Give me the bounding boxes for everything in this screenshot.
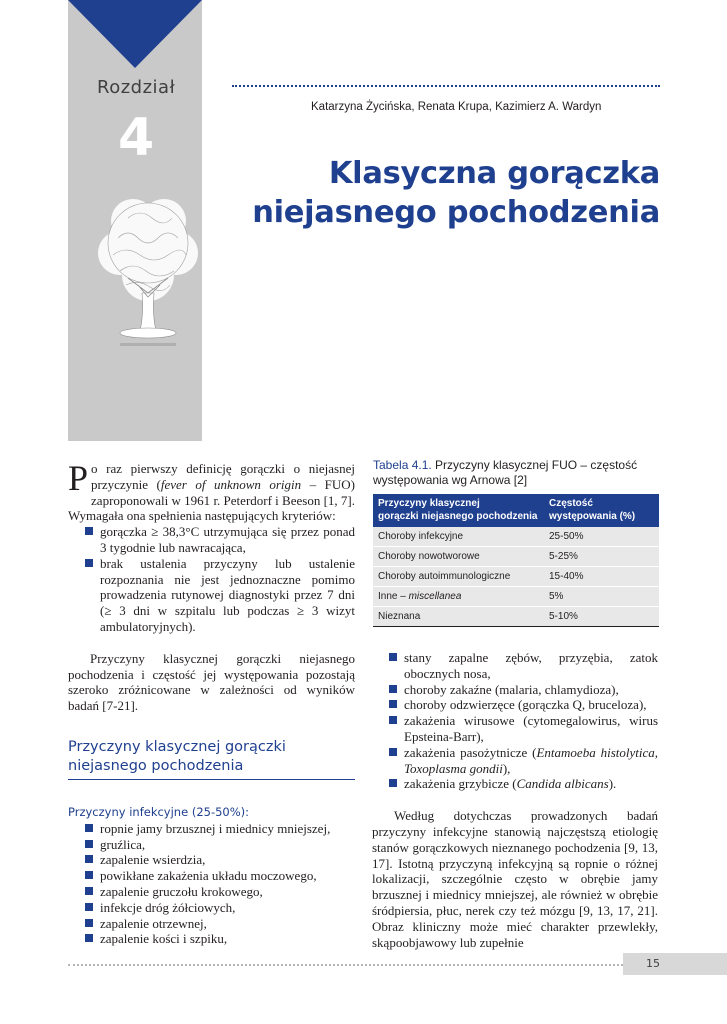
list-item: zakażenia grzybicze (Candida albicans). [372,776,658,792]
list-item: brak ustalenia przyczyny lub ustalenie rozpoznania nie jest jednoznaczne pomimo prowadzenia rutynowej diagnostyki przez 7 dni (≥ 3 dni w szpitalu lub podczas ≥ 3 wizyt ambulatoryjnych). [68,556,355,635]
title-line-2: niejasnego pochodzenia [252,195,660,230]
table-cell: Choroby autoimmunologiczne [373,567,544,587]
chapter-number: 4 [118,108,155,168]
list-item: zapalenie kości i szpiku, [68,931,355,947]
table-header-cause: Przyczyny klasycznej gorączki niejasnego pochodzenia [373,494,544,527]
list-item: zakażenia wirusowe (cytomegalowirus, wirus Epsteina-Barr), [372,713,658,745]
list-item: zapalenie gruczołu krokowego, [68,884,355,900]
list-item: zapalenie wsierdzia, [68,852,355,868]
table-cell: 15-40% [544,567,659,587]
chapter-label: Rozdział [97,77,176,98]
table-cell: 5-10% [544,607,659,627]
drop-cap: P [68,458,89,498]
list-item: gruźlica, [68,837,355,853]
page-number-box [623,953,727,975]
table-cell: Choroby infekcyjne [373,527,544,547]
intro-paragraph-2: Przyczyny klasycznej gorączki niejasnego pochodzenia i częstość jej występowania pozostają szeroko zróżnicowane w zależności od wyników badań [7-21]. [68,650,355,714]
table-row [373,547,659,567]
section-heading: Przyczyny klasycznej gorączki niejasnego pochodzenia [68,738,355,780]
subsection-heading: Przyczyny infekcyjne (25-50%): [68,804,250,819]
table-header-row [373,494,659,527]
list-item: infekcje dróg żółciowych, [68,900,355,916]
infection-list-continued [372,650,658,792]
table-cell: Nieznana [373,607,544,627]
infection-list [68,821,355,947]
list-item: powikłane zakażenia układu moczowego, [68,868,355,884]
table-row [373,607,659,627]
header-rule [232,85,660,87]
left-column [68,458,355,947]
title-line-1: Klasyczna gorączka [328,156,660,191]
tree-illustration [98,193,198,359]
table-row [373,567,659,587]
list-item: choroby zakaźne (malaria, chlamydioza), [372,682,658,698]
chapter-title [240,154,660,232]
list-item: stany zapalne zębów, przyzębia, zatok obocznych nosa, [372,650,658,682]
criteria-list [68,524,355,635]
list-item: gorączka ≥ 38,3°C utrzymująca się przez ponad 3 tygodnie lub nawracająca, [68,524,355,556]
list-item: zapalenie otrzewnej, [68,916,355,932]
table-row [373,527,659,547]
table-row [373,587,659,607]
authors: Katarzyna Życińska, Renata Krupa, Kazimierz A. Wardyn [311,101,602,113]
table-cell: 5% [544,587,659,607]
table-cell: Inne – miscellanea [373,587,544,607]
right-column [372,650,658,950]
footer-rule [68,964,623,966]
list-item: choroby odzwierzęce (gorączka Q, bruceloza), [372,697,658,713]
page-number: 15 [646,957,660,970]
table-cell: Choroby nowotworowe [373,547,544,567]
table-header-frequency: Częstość występowania (%) [544,494,659,527]
chapter-triangle [68,0,202,68]
table-cell: 25-50% [544,527,659,547]
intro-paragraph: Po raz pierwszy definicję gorączki o niejasnej przyczynie (fever of unknown origin – FUO) zaproponowali w 1961 r. Peterdorf i Beeson [1, 7]. Wymagała ona spełnienia następujących kryteriów: [68,458,355,524]
body-paragraph: Według dotychczas prowadzonych badań przyczyny infekcyjne stanowią najczęstszą etiologię stanów gorączkowych nieznanego pochodzenia [9, 13, 17]. Istotną przyczyną infekcyjną są ropnie o różnej lokalizacji, szczególnie często w obrębie jamy brzusznej i miednicy mniejszej, ale również w obrębie śródpiersia, płuc, nerek czy też mózgu [9, 13, 17, 21]. Obraz kliniczny może mieć charakter przewlekły, skąpoobjawowy lub zupełnie [372,808,658,950]
table-caption: Tabela 4.1. Przyczyny klasycznej FUO – częstość występowania wg Arnowa [2] [373,458,638,487]
causes-table [373,494,659,627]
table-cell: 5-25% [544,547,659,567]
list-item: zakażenia pasożytnicze (Entamoeba histolytica, Toxoplasma gondii), [372,745,658,777]
list-item: ropnie jamy brzusznej i miednicy mniejszej, [68,821,355,837]
